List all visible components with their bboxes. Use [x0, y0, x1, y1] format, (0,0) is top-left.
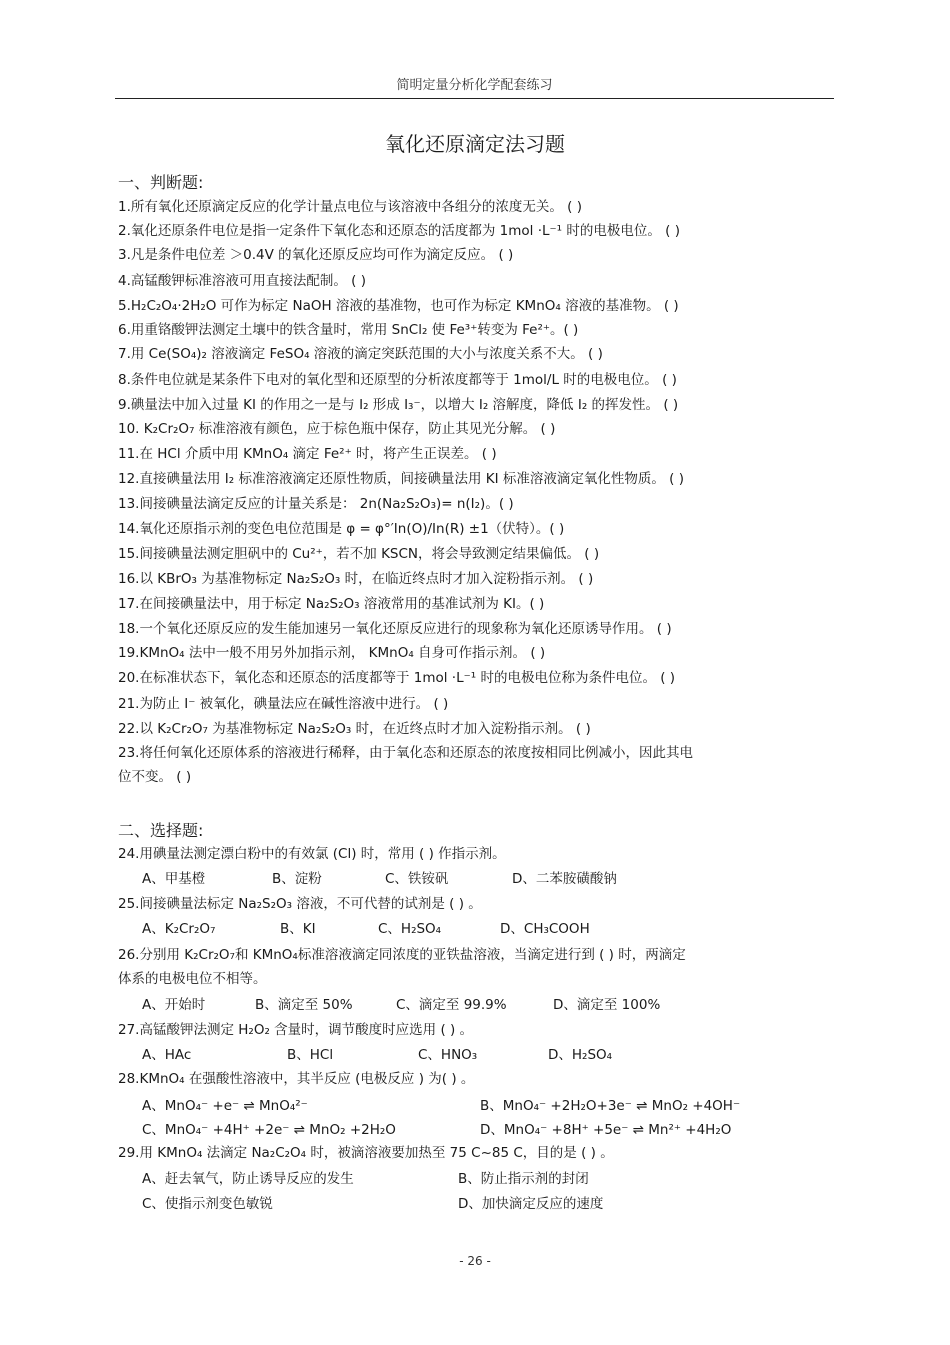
question-stem: 25.间接碘量法标定 Na₂S₂O₃ 溶液，不可代替的试剂是 ( ) 。: [118, 896, 482, 912]
question-line: 16.以 KBrO₃ 为基准物标定 Na₂S₂O₃ 时，在临近终点时才加入淀粉指示剂。 ( ): [118, 571, 594, 587]
option-c: C、铁铵矾: [385, 871, 449, 887]
question-line: 2.氧化还原条件电位是指一定条件下氧化态和还原态的活度都为 1mol ·L⁻¹ 时的电极电位。 ( ): [118, 223, 680, 239]
option-d: D、滴定至 100%: [553, 997, 661, 1013]
question-line: 17.在间接碘量法中，用于标定 Na₂S₂O₃ 溶液常用的基准试剂为 KI。( ): [118, 596, 545, 612]
question-line: 10. K₂Cr₂O₇ 标准溶液有颜色，应于棕色瓶中保存，防止其见光分解。 ( ): [118, 421, 556, 437]
question-line: 18.一个氧化还原反应的发生能加速另一氧化还原反应进行的现象称为氧化还原诱导作用。 ( ): [118, 621, 672, 637]
option-c: C、滴定至 99.9%: [396, 997, 507, 1013]
option-b: B、KI: [280, 921, 316, 937]
option-b: B、防止指示剂的封闭: [458, 1171, 589, 1187]
section-heading-true-false: 一、判断题:: [118, 173, 204, 192]
option-d: D、MnO₄⁻ +8H⁺ +5e⁻ ⇌ Mn²⁺ +4H₂O: [480, 1122, 732, 1138]
question-stem: 24.用碘量法测定漂白粉中的有效氯 (Cl) 时，常用 ( ) 作指示剂。: [118, 846, 506, 862]
question-line: 12.直接碘量法用 I₂ 标准溶液滴定还原性物质，间接碘量法用 KI 标准溶液滴定氧化性物质。 ( ): [118, 471, 684, 487]
section-heading-multiple-choice: 二、选择题:: [118, 821, 204, 840]
option-a: A、MnO₄⁻ +e⁻ ⇌ MnO₄²⁻: [142, 1098, 308, 1114]
question-line: 6.用重铬酸钾法测定土壤中的铁含量时，常用 SnCl₂ 使 Fe³⁺转变为 Fe²⁺。( ): [118, 322, 579, 338]
option-a: A、甲基橙: [142, 871, 206, 887]
question-line: 20.在标准状态下，氧化态和还原态的活度都等于 1mol ·L⁻¹ 时的电极电位称为条件电位。 ( ): [118, 670, 676, 686]
header-rule: [115, 98, 834, 99]
option-b: B、MnO₄⁻ +2H₂O+3e⁻ ⇌ MnO₂ +4OH⁻: [480, 1098, 741, 1114]
option-b: B、滴定至 50%: [255, 997, 353, 1013]
option-c: C、H₂SO₄: [378, 921, 442, 937]
option-d: D、CH₃COOH: [500, 921, 590, 937]
option-a: A、K₂Cr₂O₇: [142, 921, 216, 937]
question-line: 22.以 K₂Cr₂O₇ 为基准物标定 Na₂S₂O₃ 时，在近终点时才加入淀粉指示剂。 ( ): [118, 721, 591, 737]
option-a: A、开始时: [142, 997, 206, 1013]
question-line: 4.高锰酸钾标准溶液可用直接法配制。 ( ): [118, 273, 366, 289]
option-c: C、使指示剂变色敏锐: [142, 1196, 273, 1212]
question-line: 21.为防止 I⁻ 被氧化，碘量法应在碱性溶液中进行。 ( ): [118, 696, 449, 712]
question-line: 11.在 HCl 介质中用 KMnO₄ 滴定 Fe²⁺ 时，将产生正误差。 ( ): [118, 446, 497, 462]
running-header: 简明定量分析化学配套练习: [396, 78, 553, 93]
option-d: D、加快滴定反应的速度: [458, 1196, 604, 1212]
question-stem-continued: 体系的电极电位不相等。: [118, 971, 267, 987]
option-d: D、H₂SO₄: [548, 1047, 613, 1063]
question-line: 23.将任何氧化还原体系的溶液进行稀释，由于氧化态和还原态的浓度按相同比例减小，因此其电: [118, 745, 693, 761]
question-line: 5.H₂C₂O₄·2H₂O 可作为标定 NaOH 溶液的基准物，也可作为标定 KMnO₄ 溶液的基准物。 ( ): [118, 298, 679, 314]
question-line: 9.碘量法中加入过量 KI 的作用之一是与 I₂ 形成 I₃⁻，以增大 I₂ 溶解度，降低 I₂ 的挥发性。 ( ): [118, 397, 679, 413]
page-title: 氧化还原滴定法习题: [385, 132, 565, 156]
option-c: C、HNO₃: [418, 1047, 478, 1063]
question-stem: 29.用 KMnO₄ 法滴定 Na₂C₂O₄ 时，被滴溶液要加热至 75 C~85 C，目的是 ( ) 。: [118, 1145, 614, 1161]
question-line: 19.KMnO₄ 法中一般不用另外加指示剂， KMnO₄ 自身可作指示剂。 ( ): [118, 645, 546, 661]
option-b: B、淀粉: [272, 871, 322, 887]
question-line: 位不变。 ( ): [118, 769, 192, 785]
question-line: 3.凡是条件电位差 ＞0.4V 的氧化还原反应均可作为滴定反应。 ( ): [118, 247, 514, 263]
option-a: A、赶去氧气，防止诱导反应的发生: [142, 1171, 354, 1187]
question-line: 15.间接碘量法测定胆矾中的 Cu²⁺，若不加 KSCN，将会导致测定结果偏低。 ( ): [118, 546, 600, 562]
question-line: 7.用 Ce(SO₄)₂ 溶液滴定 FeSO₄ 溶液的滴定突跃范围的大小与浓度关系不大。 ( ): [118, 346, 603, 362]
question-line: 14.氧化还原指示剂的变色电位范围是 φ = φ°′In(O)/In(R) ±1（伏特）。( ): [118, 521, 565, 537]
question-line: 1.所有氧化还原滴定反应的化学计量点电位与该溶液中各组分的浓度无关。 ( ): [118, 199, 582, 215]
question-line: 13.间接碘量法滴定反应的计量关系是： 2n(Na₂S₂O₃)= n(I₂)。( ): [118, 496, 514, 512]
question-line: 8.条件电位就是某条件下电对的氧化型和还原型的分析浓度都等于 1mol/L 时的电极电位。 ( ): [118, 372, 677, 388]
option-a: A、HAc: [142, 1047, 192, 1063]
option-d: D、二苯胺磺酸钠: [512, 871, 617, 887]
question-stem: 26.分别用 K₂Cr₂O₇和 KMnO₄标准溶液滴定同浓度的亚铁盐溶液，当滴定进行到 ( ) 时，两滴定: [118, 947, 686, 963]
option-b: B、HCl: [287, 1047, 334, 1063]
page-number: - 26 -: [459, 1254, 491, 1268]
option-c: C、MnO₄⁻ +4H⁺ +2e⁻ ⇌ MnO₂ +2H₂O: [142, 1122, 396, 1138]
question-stem: 28.KMnO₄ 在强酸性溶液中，其半反应 (电极反应 ) 为( ) 。: [118, 1071, 475, 1087]
question-stem: 27.高锰酸钾法测定 H₂O₂ 含量时，调节酸度时应选用 ( ) 。: [118, 1022, 474, 1038]
